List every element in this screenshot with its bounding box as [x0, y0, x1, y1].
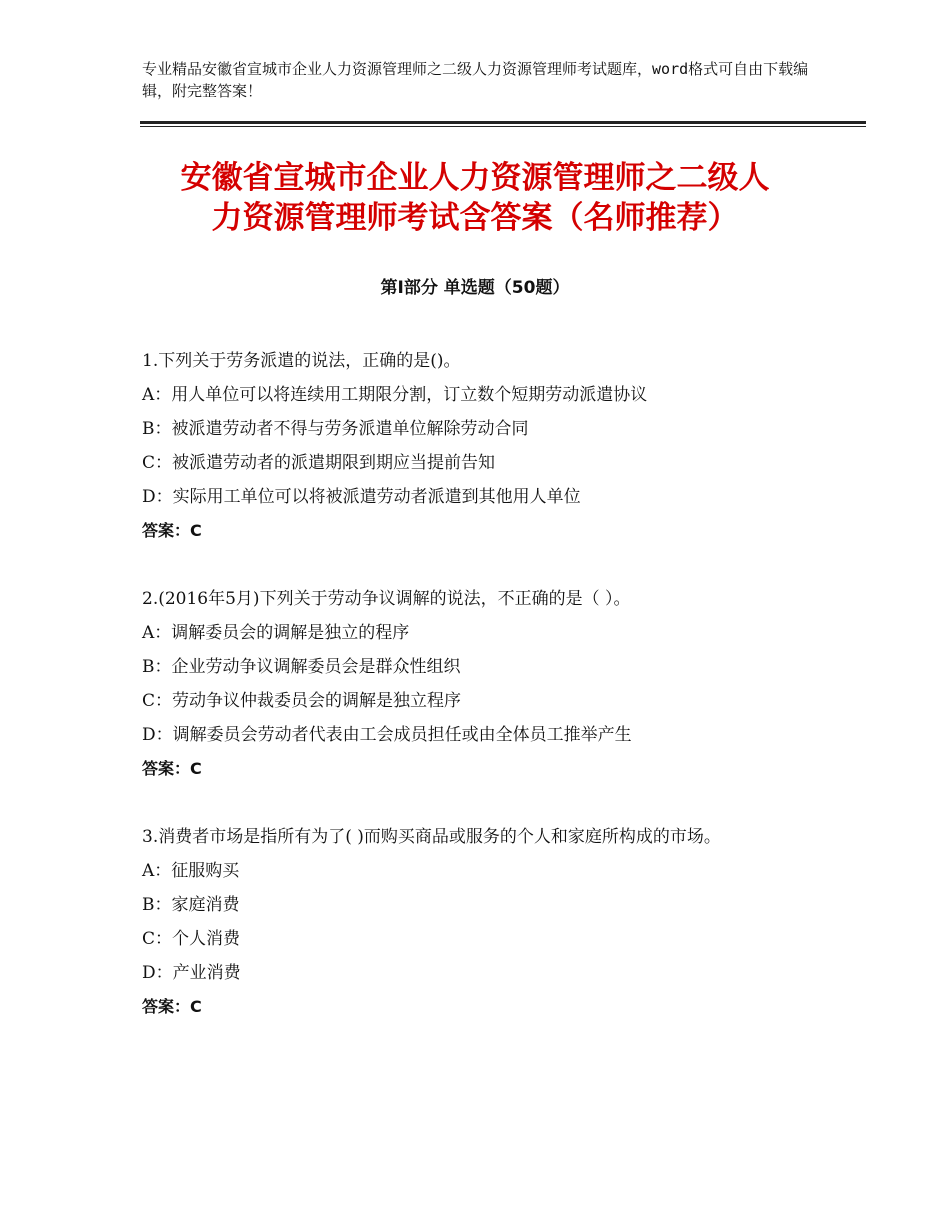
option-b: B：企业劳动争议调解委员会是群众性组织 — [142, 657, 461, 677]
option-c: C：劳动争议仲裁委员会的调解是独立程序 — [142, 691, 462, 711]
header-note: 专业精品安徽省宣城市企业人力资源管理师之二级人力资源管理师考试题库，word格式可自由下载编辑，附完整答案！ — [142, 60, 809, 100]
answer-label: 答案：C — [142, 759, 202, 778]
option-c: C：个人消费 — [142, 929, 241, 949]
answer-label: 答案：C — [142, 997, 202, 1016]
option-a: A：用人单位可以将连续用工期限分割，订立数个短期劳动派遣协议 — [142, 385, 648, 405]
option-d: D：产业消费 — [142, 963, 241, 983]
question-3 — [142, 820, 822, 1024]
question-1 — [142, 344, 822, 548]
answer-label: 答案：C — [142, 521, 202, 540]
document-title — [120, 158, 830, 238]
document-title-line-1: 安徽省宣城市企业人力资源管理师之二级人 — [180, 160, 770, 196]
option-d: D：调解委员会劳动者代表由工会成员担任或由全体员工推举产生 — [142, 725, 632, 745]
question-stem: 2.(2016年5月)下列关于劳动争议调解的说法，不正确的是（ ）。 — [142, 589, 631, 609]
question-list — [142, 344, 822, 1058]
option-d: D：实际用工单位可以将被派遣劳动者派遣到其他用人单位 — [142, 487, 581, 507]
question-2 — [142, 582, 822, 786]
option-a: A：征服购买 — [142, 861, 240, 881]
section-heading: 第Ⅰ部分 单选题（50题） — [380, 278, 570, 298]
option-c: C：被派遣劳动者的派遣期限到期应当提前告知 — [142, 453, 496, 473]
document-title-line-2: 力资源管理师考试含答案（名师推荐） — [211, 200, 739, 236]
header-divider — [140, 121, 866, 124]
option-b: B：家庭消费 — [142, 895, 240, 915]
question-stem: 1.下列关于劳务派遣的说法，正确的是()。 — [142, 351, 461, 371]
option-a: A：调解委员会的调解是独立的程序 — [142, 623, 410, 643]
option-b: B：被派遣劳动者不得与劳务派遣单位解除劳动合同 — [142, 419, 529, 439]
question-stem: 3.消费者市场是指所有为了( )而购买商品或服务的个人和家庭所构成的市场。 — [142, 827, 721, 847]
